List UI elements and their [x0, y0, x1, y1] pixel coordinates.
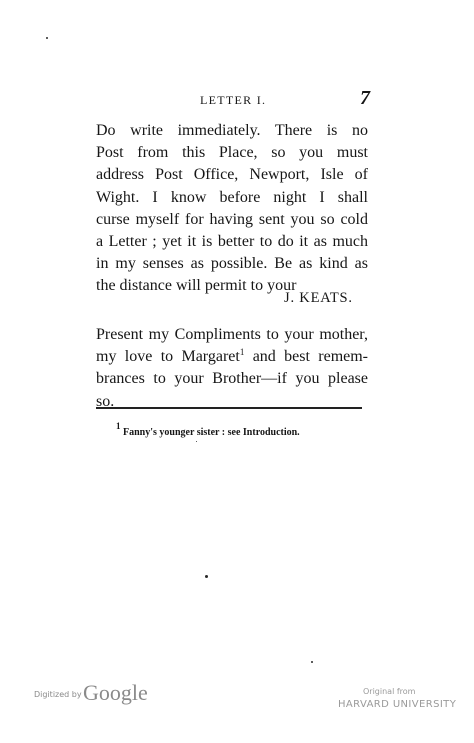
text-line: Wight. I know before night I shall [96, 188, 368, 206]
google-logo: Google [83, 680, 148, 705]
signature: J. KEATS. [284, 290, 353, 306]
text-line: curse myself for having sent you so cold [96, 210, 368, 228]
text-line: a Letter ; yet it is better to do it as much [96, 232, 368, 250]
footnote-marker: 1 [239, 347, 245, 358]
ink-speck [46, 37, 48, 39]
institution-label: HARVARD UNIVERSITY [338, 699, 457, 710]
footnote-text: Fanny's younger sister : see Introduction. [123, 427, 300, 438]
ink-speck [311, 661, 313, 663]
text-line: address Post Office, Newport, Isle of [96, 166, 368, 184]
text-line: so. [96, 392, 115, 410]
text-line: the distance will permit to your [96, 277, 297, 295]
letter-paragraph-2 [96, 324, 368, 413]
letter-paragraph-1 [96, 120, 368, 298]
ink-speck [205, 575, 208, 578]
ink-speck [196, 441, 197, 442]
running-title: LETTER I. [200, 93, 267, 107]
original-from-label: Original from [363, 687, 416, 696]
text-line [96, 346, 368, 368]
text-line: in my senses as possible. Be as kind as [96, 255, 368, 273]
page-number: 7 [360, 87, 370, 109]
footnote-rule [96, 407, 362, 409]
text-line: brances to your Brother—if you please [96, 370, 368, 388]
text-fragment: my love to Margaret [96, 348, 240, 366]
digitized-by-label: Digitized by [34, 690, 82, 699]
running-head [96, 87, 370, 113]
text-line: Present my Compliments to your mother, [96, 326, 368, 343]
footnote-number: 1 [116, 421, 121, 431]
footnote [116, 421, 300, 438]
text-line: Post from this Place, so you must [96, 144, 368, 162]
text-fragment: and best remem- [252, 348, 369, 366]
text-line: Do write immediately. There is no [96, 122, 368, 139]
